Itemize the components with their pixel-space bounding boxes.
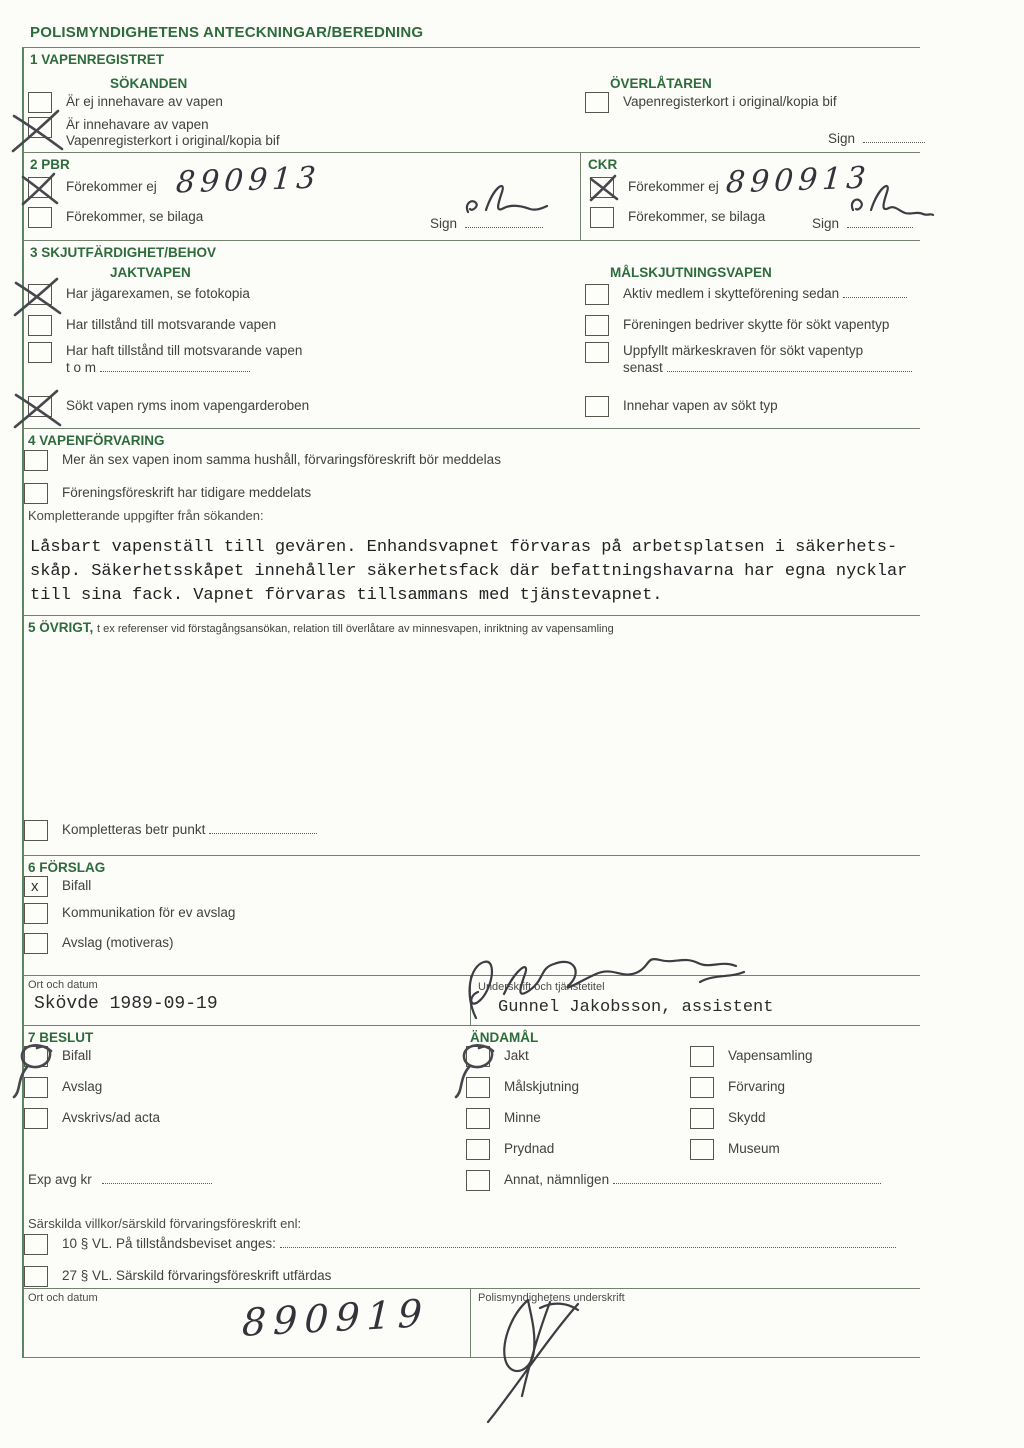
pbr-title: 2 PBR: [30, 157, 70, 172]
label-forslag-bifall: Bifall: [62, 878, 92, 893]
handwritten-x-mark: [20, 172, 60, 206]
row-andamal-minne: [466, 1108, 541, 1129]
handwritten-x-mark: [588, 174, 620, 202]
divider: [22, 428, 920, 429]
row-markeskraven: [585, 342, 912, 376]
checkbox-kommunikation[interactable]: [24, 903, 48, 924]
label-beslut-avslag: Avslag: [62, 1079, 103, 1094]
overlataren-title: ÖVERLÅTAREN: [610, 76, 712, 91]
label-beslut-bifall: Bifall: [62, 1048, 92, 1063]
row-ckr-forekommer-bilaga: [590, 207, 765, 228]
page-title: POLISMYNDIGHETENS ANTECKNINGAR/BEREDNING: [30, 24, 424, 41]
sign-field-overlataren: [828, 131, 925, 146]
checkbox-mer-an-sex[interactable]: [24, 450, 48, 471]
checkbox-pbr-forekommer-ej[interactable]: [28, 177, 52, 198]
handwritten-date-pbr: 890913: [174, 160, 322, 201]
label-foreningsforeskrift: Föreningsföreskrift har tidigare meddelats: [62, 485, 312, 500]
bottom-ort-label: Ort och datum: [28, 1292, 98, 1304]
checkbox-beslut-bifall[interactable]: [24, 1046, 48, 1067]
punkt-blank-line[interactable]: [209, 822, 317, 834]
row-foreningsforeskrift: [24, 483, 311, 504]
label-ckr-forekommer-bilaga: Förekommer, se bilaga: [628, 209, 766, 224]
sokanden-title: SÖKANDEN: [110, 76, 188, 91]
divider: [22, 1288, 920, 1289]
row-kompletteras: [24, 820, 317, 841]
sign-label: Sign: [828, 131, 856, 146]
checkbox-haft-tillstand[interactable]: [28, 342, 52, 363]
row-andamal-museum: [690, 1139, 780, 1160]
label-kompletteras: Kompletteras betr punkt: [62, 820, 317, 837]
row-pbr-forekommer-bilaga: [28, 207, 203, 228]
label-ar-innehavare: Är innehavare av vapen Vapenregisterkort i original/kopia bif: [66, 117, 280, 148]
section1-title: 1 VAPENREGISTRET: [30, 52, 165, 67]
checkbox-foreningsforeskrift[interactable]: [24, 483, 48, 504]
row-kommunikation: [24, 903, 235, 924]
underskrift-label: Underskrift och tjänstetitel: [478, 981, 605, 993]
checkbox-jagarexamen[interactable]: [28, 284, 52, 305]
tom-blank-line[interactable]: [100, 360, 250, 372]
section7-title: 7 BESLUT: [28, 1030, 94, 1045]
ckr-title: CKR: [588, 157, 618, 172]
row-foreningen-skytte: [585, 315, 889, 336]
label-ar-ej-innehavare: Är ej innehavare av vapen: [66, 94, 223, 109]
ort-och-datum-value[interactable]: Skövde 1989-09-19: [34, 994, 218, 1014]
label-pbr-forekommer-ej: Förekommer ej: [66, 179, 157, 194]
checkbox-andamal-annat[interactable]: [466, 1170, 490, 1191]
jaktvapen-title: JAKTVAPEN: [110, 265, 191, 280]
checkbox-andamal-forvaring[interactable]: [690, 1077, 714, 1098]
checkbox-ar-innehavare[interactable]: [28, 117, 52, 138]
checkbox-andamal-minne[interactable]: [466, 1108, 490, 1129]
checkbox-avskrivs[interactable]: [24, 1108, 48, 1129]
form-left-border: [22, 47, 24, 1358]
row-beslut-avslag: [24, 1077, 102, 1098]
divider: [22, 1025, 920, 1026]
label-ckr-forekommer-ej: Förekommer ej: [628, 179, 719, 194]
checkbox-foreningen-skytte[interactable]: [585, 315, 609, 336]
label-overlataren-registerkort: Vapenregisterkort i original/kopia bif: [623, 94, 837, 109]
row-haft-tillstand: [28, 342, 302, 376]
annat-blank-line[interactable]: [613, 1172, 881, 1184]
row-jagarexamen: [28, 284, 250, 305]
label-vl27: 27 § VL. Särskild förvaringsföreskrift utfärdas: [62, 1268, 332, 1283]
label-haft-tillstand: Har haft tillstånd till motsvarande vapen t o m: [66, 343, 303, 375]
malskjutningsvapen-title: MÅLSKJUTNINGSVAPEN: [610, 265, 772, 280]
divider: [22, 855, 920, 856]
sign-blank-line[interactable]: [863, 131, 925, 143]
checkbox-innehar-vapen[interactable]: [585, 396, 609, 417]
exp-avg-label: Exp avg kr: [28, 1172, 92, 1187]
row-ar-innehavare: [28, 117, 280, 149]
row-innehar-vapen: [585, 396, 778, 417]
section5-subtitle: t ex referenser vid förstagångsansökan, relation till överlåtare av minnesvapen, inriktning av vapensamling: [97, 623, 614, 635]
label-andamal-prydnad: Prydnad: [504, 1141, 555, 1156]
row-ar-ej-innehavare: [28, 92, 223, 113]
sign-blank-line[interactable]: [847, 216, 913, 228]
row-vl27: [24, 1266, 331, 1287]
divider-ort-underskrift: [470, 975, 471, 1025]
row-andamal-malskjutning: [466, 1077, 579, 1098]
handwritten-x-mark: [13, 277, 63, 317]
checkbox-forslag-bifall[interactable]: [24, 876, 48, 897]
senast-blank-line[interactable]: [667, 360, 912, 372]
label-innehar-vapen: Innehar vapen av sökt typ: [623, 398, 778, 413]
divider: [22, 615, 920, 616]
row-forslag-bifall: [24, 876, 91, 897]
sign-label: Sign: [430, 216, 458, 231]
vl10-blank-line[interactable]: [280, 1236, 896, 1248]
label-foreningen-skytte: Föreningen bedriver skytte för sökt vapentyp: [623, 317, 890, 332]
sarskilda-villkor-label: Särskilda villkor/särskild förvaringsföreskrift enl:: [28, 1216, 302, 1231]
row-avskrivs: [24, 1108, 160, 1129]
checkbox-andamal-prydnad[interactable]: [466, 1139, 490, 1160]
typed-storage-text: Låsbart vapenställ till gevären. Enhandsvapnet förvaras på arbetsplatsen i säkerhets- skåp. Säkerhetsskåpet innehåller säkerhetsfack där befattningshavarna har egna nycklar till sina fack. Vapnet förvaras tillsammans med tjänstevapnet.: [30, 538, 908, 605]
label-andamal-jakt: Jakt: [504, 1048, 529, 1063]
section3-title: 3 SKJUTFÄRDIGHET/BEHOV: [30, 245, 217, 260]
row-pbr-forekommer-ej: [28, 177, 157, 198]
checkbox-tillstand[interactable]: [28, 315, 52, 336]
checkbox-vl27[interactable]: [24, 1266, 48, 1287]
handwritten-x-mark: [13, 389, 63, 429]
checkbox-beslut-avslag[interactable]: [24, 1077, 48, 1098]
checkbox-ar-ej-innehavare[interactable]: [28, 92, 52, 113]
handwritten-date-ckr: 890913: [724, 160, 872, 201]
sign-blank-line[interactable]: [465, 216, 543, 228]
checkbox-vapengarderoben[interactable]: [28, 396, 52, 417]
row-mer-an-sex: [24, 450, 501, 471]
label-mer-an-sex: Mer än sex vapen inom samma hushåll, förvaringsföreskrift bör meddelas: [62, 452, 501, 467]
divider: [22, 47, 920, 48]
checkbox-kompletteras[interactable]: [24, 820, 48, 841]
label-aktiv-medlem: Aktiv medlem i skytteförening sedan: [623, 284, 907, 301]
checkbox-andamal-skydd[interactable]: [690, 1108, 714, 1129]
handwritten-date-bottom[interactable]: 890919: [241, 1291, 430, 1345]
exp-avg-blank-line[interactable]: [102, 1172, 212, 1184]
ort-och-datum-label: Ort och datum: [28, 979, 98, 991]
label-markeskraven: Uppfyllt märkeskraven för sökt vapentyp senast: [623, 342, 912, 376]
section6-title: 6 FÖRSLAG: [28, 860, 106, 875]
row-overlataren-registerkort: [585, 92, 837, 113]
checkbox-ckr-forekommer-ej[interactable]: [590, 177, 614, 198]
row-vl10: [24, 1234, 896, 1255]
checkbox-avslag-motiveras[interactable]: [24, 933, 48, 954]
row-andamal-annat: [466, 1170, 881, 1191]
divider: [22, 975, 920, 976]
row-beslut-bifall: [24, 1046, 91, 1067]
divider: [22, 240, 920, 241]
checkbox-andamal-jakt[interactable]: [466, 1046, 490, 1067]
section4-title: 4 VAPENFÖRVARING: [28, 433, 165, 448]
row-ckr-forekommer-ej: [590, 177, 719, 198]
row-avslag-motiveras: [24, 933, 174, 954]
signature-polis[interactable]: [478, 1292, 598, 1437]
andamal-title: ÄNDAMÅL: [470, 1030, 539, 1045]
checkbox-aktiv-medlem[interactable]: [585, 284, 609, 305]
divider-pbr-ckr: [580, 152, 581, 240]
row-aktiv-medlem: [585, 284, 907, 305]
label-pbr-forekommer-bilaga: Förekommer, se bilaga: [66, 209, 204, 224]
section5-title: 5 ÖVRIGT, t ex referenser vid förstagångsansökan, relation till överlåtare av minnesvapen, inriktning av vapensamling: [28, 620, 614, 635]
exp-avg-field: [28, 1172, 212, 1187]
label-andamal-museum: Museum: [728, 1141, 780, 1156]
label-vapengarderoben: Sökt vapen ryms inom vapengarderoben: [66, 398, 310, 413]
typed-x-mark: x: [31, 878, 39, 895]
row-vapengarderoben: [28, 396, 309, 417]
label-andamal-annat: Annat, nämnligen: [504, 1170, 881, 1187]
handwritten-x-mark: [11, 109, 65, 153]
checkbox-vl10[interactable]: [24, 1234, 48, 1255]
divider: [22, 152, 920, 153]
row-andamal-skydd: [690, 1108, 766, 1129]
checkbox-pbr-forekommer-bilaga[interactable]: [28, 207, 52, 228]
sign-field-ckr: [812, 216, 913, 231]
label-kommunikation: Kommunikation för ev avslag: [62, 905, 236, 920]
underskrift-value: Gunnel Jakobsson, assistent: [498, 998, 774, 1017]
label-andamal-forvaring: Förvaring: [728, 1079, 786, 1094]
checkbox-overlataren-registerkort[interactable]: [585, 92, 609, 113]
label-andamal-malskjutning: Målskjutning: [504, 1079, 580, 1094]
checkbox-markeskraven[interactable]: [585, 342, 609, 363]
label-tillstand: Har tillstånd till motsvarande vapen: [66, 317, 277, 332]
checkbox-andamal-malskjutning[interactable]: [466, 1077, 490, 1098]
label-andamal-vapensamling: Vapensamling: [728, 1048, 813, 1063]
polis-underskrift-label: Polismyndighetens underskrift: [478, 1292, 625, 1304]
label-avslag-motiveras: Avslag (motiveras): [62, 935, 174, 950]
divider-ort-polis: [470, 1288, 471, 1357]
sign-field-pbr: [430, 216, 543, 231]
row-andamal-prydnad: [466, 1139, 554, 1160]
label-andamal-minne: Minne: [504, 1110, 541, 1125]
label-vl10: 10 § VL. På tillståndsbeviset anges:: [62, 1234, 896, 1251]
divider: [22, 1357, 920, 1358]
checkbox-ckr-forekommer-bilaga[interactable]: [590, 207, 614, 228]
label-jagarexamen: Har jägarexamen, se fotokopia: [66, 286, 250, 301]
checkbox-andamal-vapensamling[interactable]: [690, 1046, 714, 1067]
row-andamal-forvaring: [690, 1077, 785, 1098]
kompletterande-label: Kompletterande uppgifter från sökanden:: [28, 508, 264, 523]
row-andamal-jakt: [466, 1046, 529, 1067]
label-andamal-skydd: Skydd: [728, 1110, 766, 1125]
checkbox-andamal-museum[interactable]: [690, 1139, 714, 1160]
sign-label: Sign: [812, 216, 840, 231]
label-avskrivs: Avskrivs/ad acta: [62, 1110, 161, 1125]
row-tillstand: [28, 315, 276, 336]
sedan-blank-line[interactable]: [843, 286, 907, 298]
row-andamal-vapensamling: [690, 1046, 813, 1067]
